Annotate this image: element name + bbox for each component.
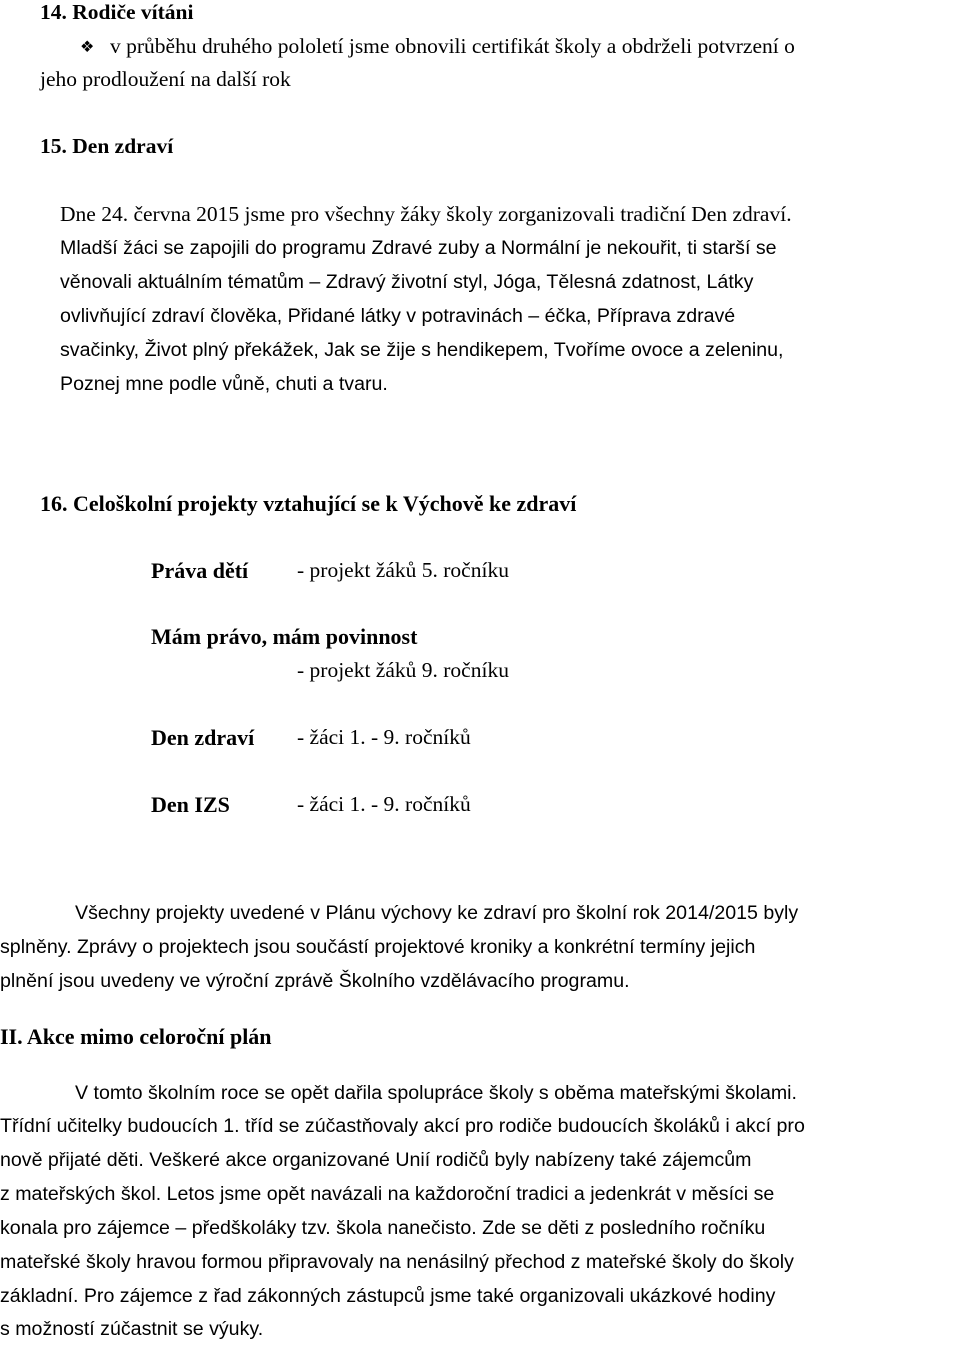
section-15-paragraph-line-4: ovlivňující zdraví člověka, Přidané látky v potravinách – éčka, Příprava zdravé bbox=[60, 305, 736, 327]
section-14-title: Rodiče vítáni bbox=[72, 0, 194, 24]
section-16-summary-line-3: plnění jsou uvedeny ve výroční zprávě Školního vzdělávacího programu. bbox=[0, 970, 630, 992]
section-16-heading bbox=[40, 487, 576, 521]
section-14-bullet-text-1: v průběhu druhého pololetí jsme obnovili certifikát školy a obdrželi potvrzení o bbox=[110, 34, 795, 58]
section-15-title: Den zdraví bbox=[72, 134, 174, 158]
section-14-bullet-text-2: jeho prodloužení na další rok bbox=[40, 67, 291, 91]
section-16-title: Celoškolní projekty vztahující se k Výchově ke zdraví bbox=[73, 491, 577, 516]
section-16-summary-line-1: Všechny projekty uvedené v Plánu výchovy ke zdraví pro školní rok 2014/2015 byly bbox=[75, 902, 799, 924]
project-name: Den zdraví bbox=[151, 725, 255, 750]
project-detail: - projekt žáků 9. ročníku bbox=[297, 658, 509, 682]
section-ii-paragraph-line-6: mateřské školy hravou formou připravovaly na nenásilný přechod z mateřské školy do školy bbox=[0, 1251, 794, 1273]
section-15-paragraph-line-5: svačinky, Život plný překážek, Jak se žije s hendikepem, Tvoříme ovoce a zeleninu, bbox=[60, 339, 784, 361]
section-15-paragraph-line-2: Mladší žáci se zapojili do programu Zdravé zuby a Normální je nekouřit, ti starší se bbox=[60, 237, 777, 259]
section-ii-title: Akce mimo celoroční plán bbox=[26, 1024, 272, 1049]
section-15-paragraph-line-6: Poznej mne podle vůně, chuti a tvaru. bbox=[60, 373, 388, 395]
section-15-heading bbox=[40, 130, 173, 164]
project-detail: - projekt žáků 5. ročníku bbox=[297, 558, 509, 582]
section-14-heading bbox=[40, 0, 193, 30]
section-ii-paragraph-line-2: Třídní učitelky budoucích 1. tříd se zúčastňovaly akcí pro rodiče budoucích školáků i akcí pro bbox=[0, 1115, 805, 1137]
section-ii-number: II. bbox=[0, 1024, 23, 1049]
section-ii-paragraph-line-4: z mateřských škol. Letos jsme opět navázali na každoroční tradici a jedenkrát v měsíci se bbox=[0, 1183, 775, 1205]
project-detail: - žáci 1. - 9. ročníků bbox=[297, 792, 471, 816]
section-16-number: 16. bbox=[40, 491, 68, 516]
section-14-bullet bbox=[80, 30, 795, 65]
project-name: Práva dětí bbox=[151, 558, 249, 583]
four-diamond-bullet-icon: ❖ bbox=[80, 39, 95, 56]
project-name: Mám právo, mám povinnost bbox=[151, 624, 418, 649]
section-15-paragraph-line-1: Dne 24. června 2015 jsme pro všechny žáky školy zorganizovali tradiční Den zdraví. bbox=[60, 202, 792, 226]
section-15-paragraph-line-3: věnovali aktuálním tématům – Zdravý životní styl, Jóga, Tělesná zdatnost, Látky bbox=[60, 271, 754, 293]
section-14-number: 14. bbox=[40, 0, 67, 24]
section-ii-paragraph-line-1: V tomto školním roce se opět dařila spolupráce školy s oběma mateřskými školami. bbox=[75, 1082, 797, 1104]
section-ii-heading bbox=[0, 1020, 272, 1054]
section-ii-paragraph-line-8: s možností zúčastnit se výuky. bbox=[0, 1318, 264, 1340]
section-ii-paragraph-line-5: konala pro zájemce – předškoláky tzv. škola nanečisto. Zde se děti z posledního ročníku bbox=[0, 1217, 766, 1239]
section-16-summary-line-2: splněny. Zprávy o projektech jsou součástí projektové kroniky a konkrétní termíny jejich bbox=[0, 936, 756, 958]
section-15-number: 15. bbox=[40, 134, 67, 158]
project-detail: - žáci 1. - 9. ročníků bbox=[297, 725, 471, 749]
section-ii-paragraph-line-7: základní. Pro zájemce z řad zákonných zástupců jsme také organizovali ukázkové hodiny bbox=[0, 1285, 776, 1307]
section-ii-paragraph-line-3: nově přijaté děti. Veškeré akce organizované Unií rodičů byly nabízeny také zájemcům bbox=[0, 1149, 752, 1171]
project-name: Den IZS bbox=[151, 792, 230, 817]
